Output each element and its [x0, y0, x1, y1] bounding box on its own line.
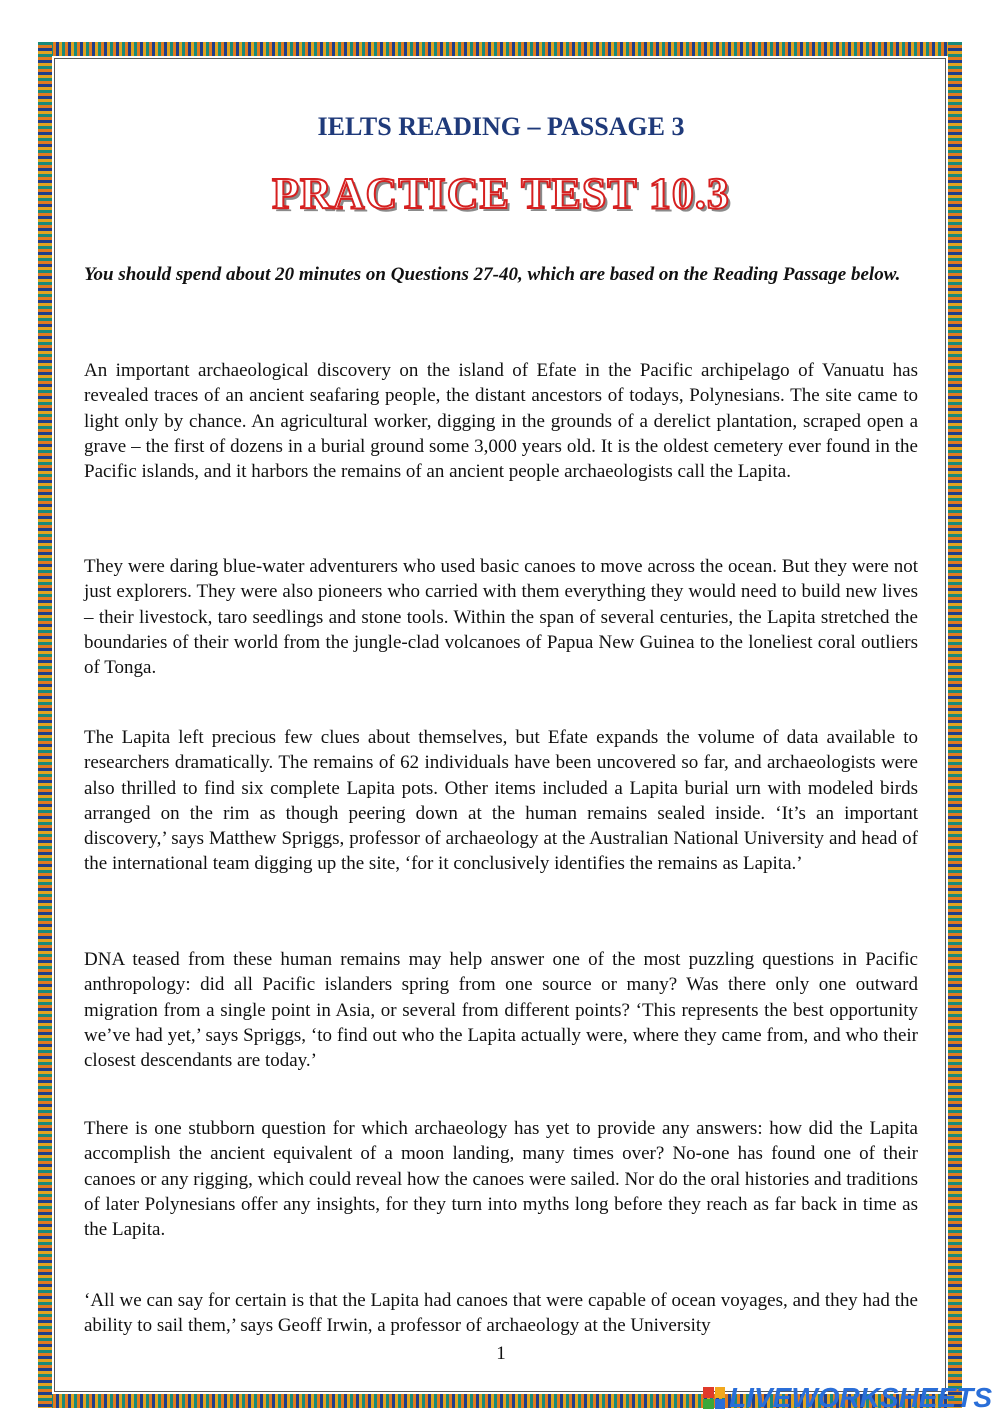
paragraph-3: The Lapita left precious few clues about themselves, but Efate expands the volume of data available to researchers dramatically. The remains of 62 individuals have been uncovered so far, and archaeologists were also thrilled to find six complete Lapita pots. Other items included a Lapita burial urn with modeled birds arranged on the rim as though peering down at the human remains sealed inside. ‘It’s an important discovery,’ says Matthew Spriggs, professor of archaeology at the Australian National University and head of the international team digging up the site, ‘for it conclusively identifies the remains as Lapita.’ — [84, 727, 918, 875]
liveworksheets-logo-icon — [703, 1387, 725, 1409]
paragraph-2: They were daring blue-water adventurers who used basic canoes to move across the ocean. But they were not just explorers. They were also pioneers who carried with them everything they would need to build new lives – their livestock, taro seedlings and stone tools. Within the span of several centuries, the Lapita stretched the boundaries of their world from the jungle-clad volcanoes of Papua New Guinea to the loneliest coral outliers of Tonga. — [84, 556, 918, 679]
paragraph-6: ‘All we can say for certain is that the Lapita had canoes that were capable of ocean voyages, and they had the ability to sail them,’ says Geoff Irwin, a professor of archaeology at the University — [84, 1290, 918, 1337]
practice-test-title: PRACTICE TEST 10.3 — [272, 169, 730, 218]
page-number: 1 — [496, 1343, 506, 1364]
page-title: IELTS READING – PASSAGE 3 — [317, 112, 685, 141]
paragraph-1: An important archaeological discovery on the island of Efate in the Pacific archipelago of Vanuatu has revealed traces of an ancient seafaring people, the distant ancestors of todays, Polynesians. The site came to light only by chance. An agricultural worker, digging in the grounds of a derelict plantation, scraped open a grave – the first of dozens in a burial ground some 3,000 years old. It is the oldest cemetery ever found in the Pacific islands, and it harbors the remains of an ancient people archaeologists call the Lapita. — [84, 360, 918, 483]
liveworksheets-logo[interactable] — [703, 1383, 992, 1413]
instruction-text: You should spend about 20 minutes on Questions 27-40, which are based on the Reading Passage below. — [84, 264, 901, 285]
liveworksheets-logo-text: LIVEWORKSHEETS — [729, 1382, 992, 1413]
border-top — [38, 42, 962, 56]
border-left — [38, 42, 52, 1408]
paragraph-5: There is one stubborn question for which archaeology has yet to provide any answers: how did the Lapita accomplish the ancient equivalent of a moon landing, many times over? No-one has found one of their canoes or any rigging, which could reveal how the canoes were sailed. Nor do the oral histories and traditions of later Polynesians offer any insights, for they turn into myths long before they reach as far back in time as the Lapita. — [84, 1118, 918, 1241]
paragraph-4: DNA teased from these human remains may help answer one of the most puzzling questions in Pacific anthropology: did all Pacific islanders spring from one source or many? Was there only one outward migration from a single point in Asia, or several from different points? ‘This represents the best opportunity we’ve had yet,’ says Spriggs, ‘to find out who the Lapita actually were, where they came from, and who their closest descendants are today.’ — [84, 949, 918, 1072]
border-right — [948, 42, 962, 1408]
